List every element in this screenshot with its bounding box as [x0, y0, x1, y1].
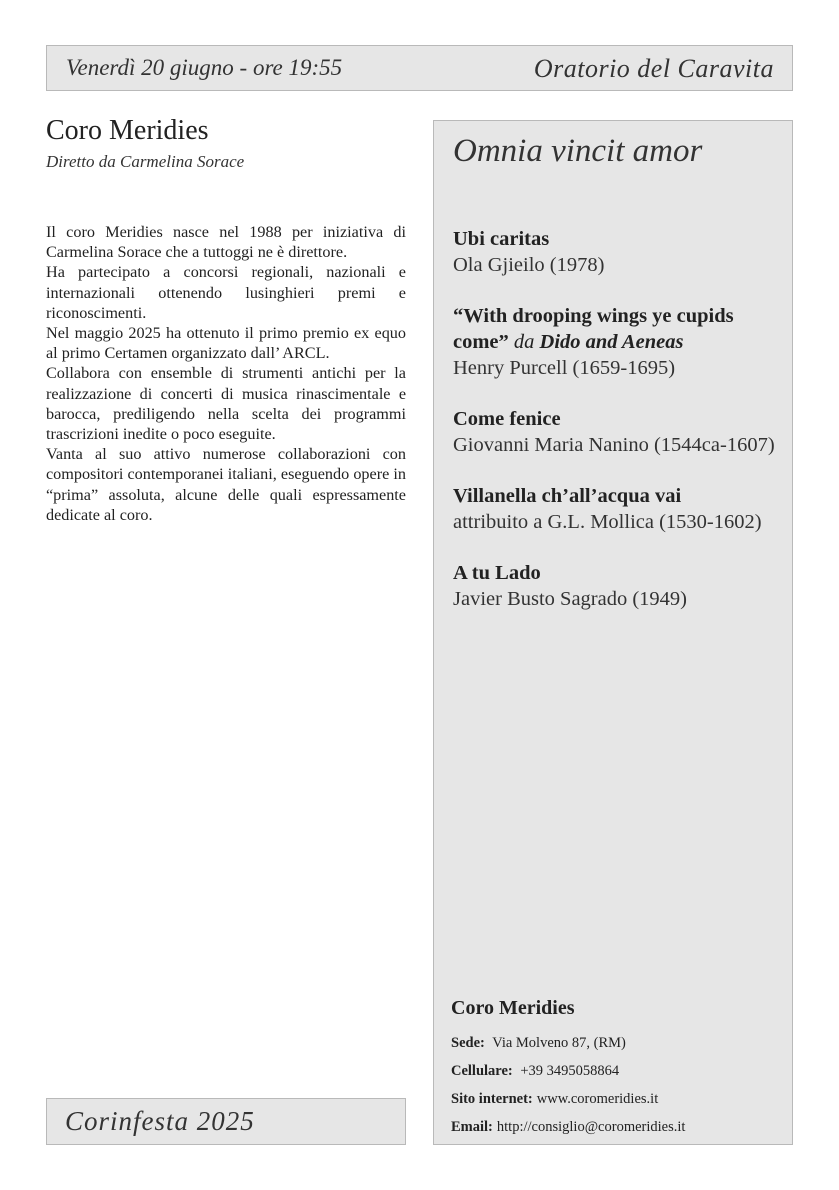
- choir-name: Coro Meridies: [46, 115, 209, 146]
- contact-phone: [451, 1057, 781, 1085]
- email-value: http://consiglio@coromeridies.it: [496, 1119, 686, 1135]
- program-piece: [453, 303, 783, 381]
- piece-connector: da: [513, 331, 535, 353]
- piece-title: A tu Lado: [453, 562, 541, 584]
- contact-address: [451, 1029, 781, 1057]
- piece-composer: Ola Gjieilo (1978): [453, 254, 605, 276]
- bio-paragraph: Il coro Meridies nasce nel 1988 per iniziativa di Carmelina Sorace che a tuttoggi ne è direttore.: [46, 223, 406, 262]
- website-label: Sito internet:: [451, 1091, 533, 1107]
- program-piece: [453, 560, 783, 612]
- program-list: [453, 226, 783, 637]
- bio-paragraph: Ha partecipato a concorsi regionali, nazionali e internazionali ottenendo lusinghieri premi e riconoscimenti.: [46, 263, 406, 322]
- contact-block: [451, 997, 781, 1141]
- piece-title: Villanella ch’all’acqua vai: [453, 485, 682, 507]
- bio-paragraph: Collabora con ensemble di strumenti antichi per la realizzazione di concerti di musica rinascimentale e barocca, prediligendo nella scelta dei programmi trascrizioni inedite o poco eseguite.: [46, 364, 406, 444]
- website-value: www.coromeridies.it: [536, 1091, 659, 1107]
- contact-title: Coro Meridies: [451, 997, 575, 1019]
- piece-composer: Javier Busto Sagrado (1949): [453, 588, 687, 610]
- piece-title: [453, 303, 783, 355]
- program-title: Omnia vincit amor: [453, 133, 703, 169]
- header-bar: [46, 45, 793, 91]
- piece-source: Dido and Aeneas: [539, 331, 684, 353]
- piece-composer: attribuito a G.L. Mollica (1530-1602): [453, 511, 762, 533]
- contact-email: [451, 1113, 781, 1141]
- concert-venue: Oratorio del Caravita: [533, 54, 774, 83]
- piece-title-text: “With drooping wings ye cupids come”: [453, 305, 734, 353]
- program-piece: [453, 226, 783, 278]
- phone-value: +39 3495058864: [520, 1063, 620, 1079]
- program-piece: [453, 483, 783, 535]
- email-label: Email:: [451, 1119, 493, 1135]
- bio-paragraph: Vanta al suo attivo numerose collaborazioni con compositori contemporanei italiani, eseguendo opere in “prima” assoluta, alcune delle quali espressamente dedicate al coro.: [46, 445, 406, 524]
- bio-paragraph: Nel maggio 2025 ha ottenuto il primo premio ex equo al primo Certamen organizzato dall’ ARCL.: [46, 324, 406, 363]
- piece-title: Come fenice: [453, 408, 561, 430]
- piece-composer: Giovanni Maria Nanino (1544ca-1607): [453, 434, 775, 456]
- choir-biography: [46, 222, 406, 525]
- concert-date: Venerdì 20 giugno - ore 19:55: [66, 55, 343, 80]
- festival-name: Corinfesta 2025: [65, 1106, 255, 1136]
- contact-website: [451, 1085, 781, 1113]
- program-piece: [453, 406, 783, 458]
- festival-footer: [46, 1098, 406, 1145]
- choir-director: Diretto da Carmelina Sorace: [46, 152, 245, 171]
- piece-title: Ubi caritas: [453, 228, 550, 250]
- phone-label: Cellulare:: [451, 1063, 513, 1079]
- piece-composer: Henry Purcell (1659-1695): [453, 357, 676, 379]
- address-label: Sede:: [451, 1035, 485, 1051]
- program-panel: [433, 120, 793, 1145]
- address-value: Via Molveno 87, (RM): [492, 1035, 626, 1051]
